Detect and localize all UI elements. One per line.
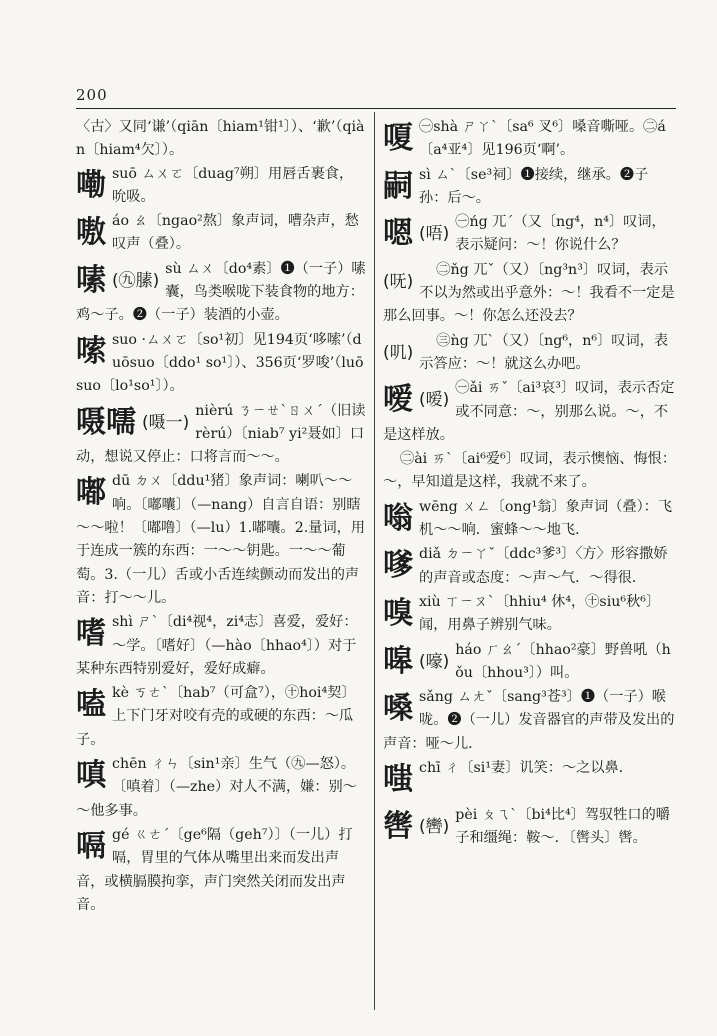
dictionary-entry <box>383 543 676 590</box>
dictionary-subentry <box>383 448 676 495</box>
entry-variant-form: (㊈膆) <box>112 270 160 291</box>
entry-definition: sì ㄙˋ〔se³祠〕❶接续，继承。❷子孙：后～。 <box>419 166 649 206</box>
right-entry-list <box>383 116 676 851</box>
entry-definition: wēng ㄨㄥ〔ong¹翁〕象声词（叠）：飞机～～响．蜜蜂～～地飞． <box>419 498 673 539</box>
dictionary-entry <box>76 470 366 610</box>
entry-headword: 嗡 <box>383 500 413 536</box>
entry-headword: 嗓 <box>383 691 413 727</box>
entry-definition: suō ㄙㄨㄛ〔duag⁷朔〕用唇舌裹食，吮吸。 <box>112 165 354 205</box>
dictionary-entry <box>383 757 676 803</box>
entry-headword: 嘞 <box>76 167 106 203</box>
entry-definition: ㊀ńg ㄫˊ（又〔ng⁴，n⁴〕叹词，表示疑问：～！你说什么？ <box>455 214 666 254</box>
dictionary-entry <box>383 496 676 543</box>
dictionary-entry <box>383 116 676 163</box>
entry-headword: 嗑 <box>76 687 106 723</box>
entry-headword: 辔 <box>383 809 413 845</box>
dictionary-entry <box>383 377 676 447</box>
entry-headword: 嗦 <box>76 333 106 369</box>
entry-headword: 嗅 <box>383 595 413 631</box>
entry-definition: ㊁ňg ㄫˇ（又）〔ng³n³〕叹词，表示不以为然或出乎意外：～！我看不一定是那么回事。～！你怎么还没去？ <box>383 261 675 325</box>
dictionary-entry <box>76 258 366 328</box>
dictionary-entry <box>76 682 366 752</box>
entry-definition: gé ㄍㄜˊ〔ge⁶隔（geh⁷）〕（一儿）打嗝，胃里的气体从嘴里出来而发出声音，或横膈膜拘挛，声门突然关闭而发出声音。 <box>76 826 353 913</box>
dictionary-entry <box>76 753 366 823</box>
dictionary-entry <box>383 211 676 258</box>
entry-headword: 嗄 <box>383 121 413 156</box>
entry-headword: 嗫嚅 <box>76 404 136 440</box>
entry-headword: 嗝 <box>76 828 106 864</box>
entry-headword: 嗣 <box>383 168 413 204</box>
dictionary-entry <box>76 163 366 210</box>
entry-definition: shì ㄕˋ〔di⁴视⁴，zi⁴志〕喜爱，爱好：～学。〔嗜好〕（—hào〔hhao⁴〕）对于某种东西特别爱好，爱好成癖。 <box>76 614 358 677</box>
page-number: 200 <box>76 86 108 104</box>
entry-definition: ㊁ài ㄞˋ〔ai⁶爱⁶〕叹词，表示懊恼、悔恨：～，早知道是这样，我就不来了。 <box>383 451 677 491</box>
entry-headword: 嗔 <box>76 758 106 794</box>
dictionary-entry <box>76 329 366 399</box>
entry-definition: nièrú ㄋㄧㄝˋㄖㄨˊ（旧读rèrú）〔niab⁷ yi²聂如〕口动，想说又停止：口将言而～～。 <box>76 402 366 466</box>
left-column <box>76 116 366 918</box>
entry-variant-form: (嗫一) <box>142 412 190 433</box>
entry-variant-form: (唔) <box>419 224 450 245</box>
dictionary-entry <box>383 639 676 686</box>
dictionary-subentry <box>383 259 676 329</box>
dictionary-entry <box>383 591 676 638</box>
entry-variant-form: (轡) <box>419 817 450 838</box>
entry-definition: ㊀shà ㄕㄚˋ〔sa⁶ 叉⁶〕嗓音嘶哑。㊁á〔a⁴亚⁴〕见196页‘啊’。 <box>419 119 666 159</box>
entry-definition: diǎ ㄉㄧㄚˇ〔ddc³爹³〕〈方〉形容撒娇的声音或态度：～声～气．～得很． <box>419 546 668 586</box>
entry-headword: 嗤 <box>383 762 413 798</box>
entry-definition: pèi ㄆㄟˋ〔bi⁴比⁴〕驾驭牲口的嚼子和缰绳：鞍～．〔辔头〕辔。 <box>455 807 670 847</box>
entry-definition: suo ·ㄙㄨㄛ〔so¹初〕见194页‘哆嗦’（duōsuo〔ddo¹ so¹〕）、356页‘罗唆’（luōsuo〔lo¹so¹〕）。 <box>76 331 364 395</box>
entry-definition: háo ㄏㄠˊ〔hhao²豪〕野兽吼（hǒu〔hhou³〕）叫。 <box>455 641 671 681</box>
entry-definition: áo ㄠ〔ngao²熬〕象声词，嘈杂声，愁叹声（叠）。 <box>112 213 359 253</box>
entry-variant-form: (嗳) <box>419 390 450 411</box>
dictionary-entry <box>76 210 366 257</box>
entry-definition: sù ㄙㄨ〔do⁴素〕❶（一子）嗉囊，鸟类喉咙下装食物的地方：鸡～子。❷（一子）装酒的小壶。 <box>76 260 366 324</box>
entry-definition: dū ㄉㄨ〔ddu¹猪〕象声词：喇叭～～响。〔嘟囔〕（—nang）自言自语：别瞎～～啦！〔嘟噜〕（—lu）1.嘟囔。2.量词，用于连成一簇的东西：一～～钥匙。一～～葡萄。3.（一儿）舌或小舌连续颤动而发出的声音：打～～儿。 <box>76 473 366 606</box>
entry-headword: 嗳 <box>383 382 413 418</box>
dictionary-entry <box>76 611 366 681</box>
entry-definition: ㊂ǹg ㄫˋ（又）〔ng⁶，n⁶〕叹词，表示答应：～！就这么办吧。 <box>419 332 669 372</box>
dictionary-entry <box>383 804 676 851</box>
dictionary-entry <box>383 686 676 756</box>
entry-headword: 嗯 <box>383 216 413 252</box>
entry-headword: 嗥 <box>383 643 413 679</box>
entry-headword: 嗷 <box>76 215 106 251</box>
entry-headword: 嘟 <box>76 475 106 511</box>
entry-variant-form: (嚎) <box>419 651 450 672</box>
entry-variant-form: (叽) <box>383 342 414 363</box>
dictionary-subentry <box>383 330 676 377</box>
continued-entry-text: 〈古〉又同‘谦’（qiān〔hiam¹钳¹〕）、‘歉’（qiàn〔hiam⁴欠〕）。 <box>76 119 365 159</box>
header-rule <box>76 108 676 109</box>
entry-headword: 嗉 <box>76 262 106 298</box>
dictionary-entry <box>383 164 676 211</box>
entry-definition: chēn ㄔㄣ〔sin¹亲〕生气（㊈—怒）。〔嗔着〕（—zhe）对人不满，嫌：别～～他多事。 <box>76 756 357 819</box>
entry-variant-form: (呒) <box>383 271 414 292</box>
right-column <box>383 116 676 852</box>
entry-definition: ㊀ǎi ㄞˇ〔ai³哀³〕叹词，表示否定或不同意：～，别那么说。～，不是这样放。 <box>383 380 675 443</box>
entry-headword: 嗜 <box>76 616 106 652</box>
entry-definition: xiù ㄒㄧㄡˋ〔hhiu⁴ 休⁴，㊉siu⁶秋⁶〕闻，用鼻子辨别气味。 <box>419 593 661 634</box>
entry-definition: sǎng ㄙㄤˇ〔sang³苍³〕❶（一子）喉咙。❷（一儿）发音器官的声带及发出的声音：哑～儿． <box>383 689 675 752</box>
entry-headword: 嗲 <box>383 548 413 584</box>
left-entry-list <box>76 163 366 918</box>
dictionary-entry <box>76 824 366 917</box>
entry-definition: kè ㄎㄜˋ〔hab⁷（可盒⁷），㊉hoi⁴契〕上下门牙对咬有壳的或硬的东西：～瓜子。 <box>76 685 356 748</box>
entry-definition: chī ㄔ〔si¹妻〕讥笑：～之以鼻． <box>419 760 633 777</box>
dictionary-entry <box>76 400 366 470</box>
column-divider <box>374 112 375 1010</box>
